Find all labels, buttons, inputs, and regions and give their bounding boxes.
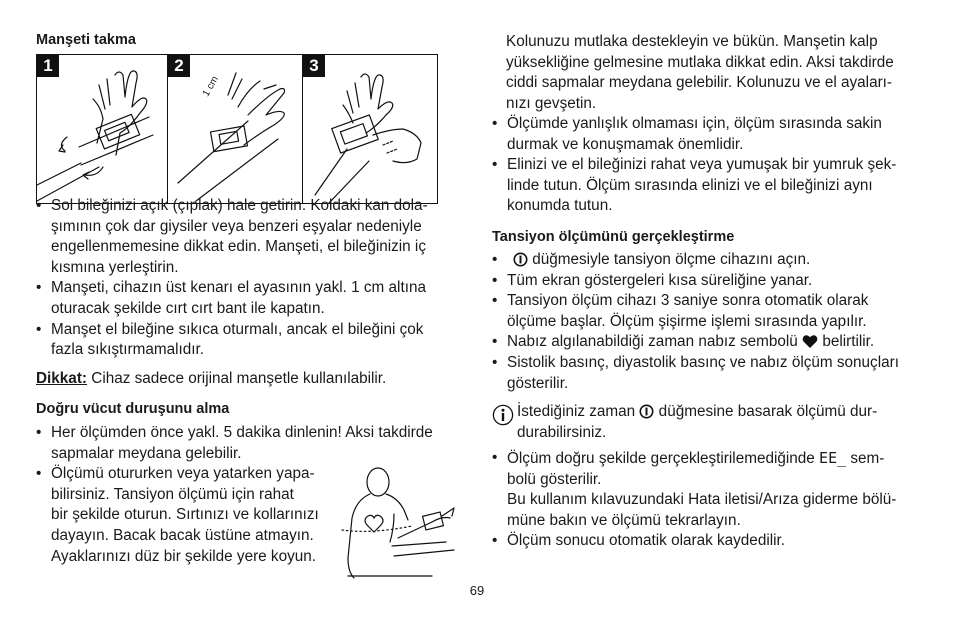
cm-measure-label: 1 cm [200, 74, 222, 99]
error-text-a: Ölçüm doğru şekilde gerçekleştirilemediğinde [507, 450, 820, 467]
power-on-text: düğmesiyle tansiyon ölçme cihazını açın. [528, 251, 811, 268]
error-text-b: sem- bolü gösterilir. Bu kullanım kılavuzundaki Hata iletisi/Arıza giderme bölü- müne bakın ve ölçümü tekrarlayın. [507, 450, 897, 529]
figure-1-label: 1 [37, 55, 59, 77]
figure-3-label: 3 [303, 55, 325, 77]
measure-bullet-list [492, 250, 932, 394]
power-button-icon [639, 404, 654, 419]
figure-2 [167, 54, 303, 204]
quiet-bullet-list [492, 114, 922, 217]
list-item: • Manşet el bileğine sıkıca oturmalı, ancak el bileğini çok fazla sıkıştırmamalıdır. [36, 320, 456, 361]
list-item [492, 332, 932, 353]
heading-cuff: Manşeti takma [36, 32, 136, 48]
wrist-cuff-illustration [303, 55, 437, 203]
list-item: • Manşeti, cihazın üst kenarı el ayasının yakl. 1 cm altına oturacak şekilde cırt cırt bant ile kapatın. [36, 278, 456, 319]
caution-note [36, 369, 386, 390]
list-item: • Her ölçümden önce yakl. 5 dakika dinlenin! Aksi takdirde sapmalar meydana gelebilir. [36, 423, 466, 464]
list-item: • Tansiyon ölçüm cihazı 3 saniye sonra otomatik olarak ölçüme başlar. Ölçüm şişirme işlemi sırasında yapılır. [492, 291, 932, 332]
wrist-cuff-illustration [168, 55, 302, 203]
error-symbol: EE_ [819, 449, 847, 467]
caution-text: Cihaz sadece orijinal manşetle kullanılabilir. [87, 370, 387, 387]
list-item [492, 250, 932, 271]
caution-label: Dikkat: [36, 370, 88, 387]
list-item: • Ölçümü otururken veya yatarken yapa- bilirsiniz. Tansiyon ölçümü için rahat bir şekilde oturun. Sırtınızı ve kollarınızı dayayın. Bacak bacak üstüne atmayın. Ayaklarınızı düz bir şekilde yere koyun. [36, 464, 466, 567]
info-text-b: düğmesine basarak ölçümü dur- durabilirsiniz. [517, 403, 878, 441]
heading-measure: Tansiyon ölçümünü gerçekleştirme [492, 229, 735, 245]
pulse-text-a: Nabız algılanabildiği zaman nabız sembolü [507, 333, 803, 351]
pulse-text-b: belirtilir. [818, 333, 875, 351]
figure-1 [36, 54, 168, 204]
list-item: • Tüm ekran göstergeleri kısa süreliğine yanar. [492, 271, 932, 292]
wrist-cuff-illustration [37, 55, 167, 203]
figure-2-label: 2 [168, 55, 190, 77]
heart-icon [802, 334, 818, 349]
list-item: • Sol bileğinizi açık (çıplak) hale getirin. Koldaki kan dola- şımının çok dar giysiler veya benzeri eşyalar nedeniyle engellenmemesine dikkat edin. Manşeti, el bileğinizin iç kısmına yerleştirin. [36, 196, 456, 278]
continuation-paragraph: Kolunuzu mutlaka destekleyin ve bükün. Manşetin kalp yüksekliğine gelmesine mutlaka dikkat edin. Aksi takdirde ciddi sapmalar meydana gelebilir. Kolunuzu ve el ayaları- nızı gevşetin. [506, 33, 894, 112]
figure-3 [302, 54, 438, 204]
list-item: • Ölçümde yanlışlık olmaması için, ölçüm sırasında sakin durmak ve konuşmamak önemlidir. [492, 114, 922, 155]
seated-posture-illustration [338, 464, 468, 579]
page-number: 69 [469, 583, 485, 598]
power-button-icon [513, 252, 528, 267]
list-item [492, 448, 932, 531]
info-icon [492, 404, 514, 426]
info-text-a: İstediğiniz zaman [517, 403, 640, 420]
info-note [517, 402, 927, 443]
heading-posture: Doğru vücut duruşunu alma [36, 401, 230, 417]
list-item: • Elinizi ve el bileğinizi rahat veya yumuşak bir yumruk şek- linde tutun. Ölçüm sırasında elinizi ve el bileğinizi aynı konumda tutun. [492, 155, 922, 217]
cuff-bullet-list [36, 196, 456, 361]
list-item: • Ölçüm sonucu otomatik olarak kaydedilir. [492, 531, 932, 552]
list-item: • Sistolik basınç, diyastolik basınç ve nabız ölçüm sonuçları gösterilir. [492, 353, 932, 394]
error-bullet-list [492, 448, 932, 552]
